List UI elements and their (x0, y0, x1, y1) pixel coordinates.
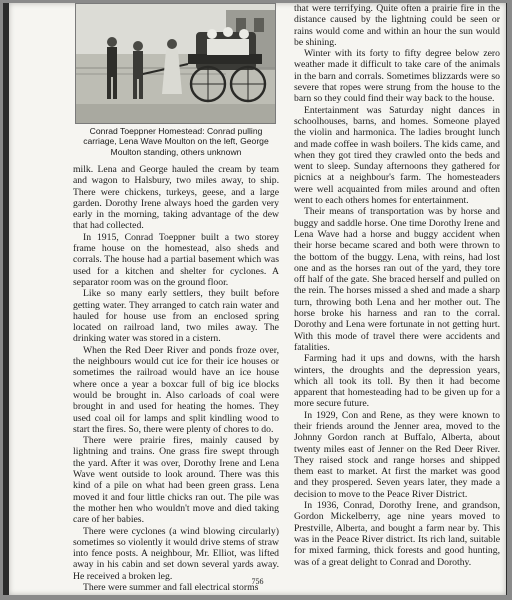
right-paragraph: Entertainment was Saturday night dances in schoolhouses, barns, and homes. Someone played the violin and harmonica. The ladies brought lunch and made coffee in wash boilers. The kids came, and when they got tired they crawled onto the beds and went to sleep. Sunday afternoons they gathered for picnics at a neighbour's farm. The homesteaders were well acquainted from miles around and often went to each others homes for entertainment. (294, 104, 500, 207)
scan-frame (3, 3, 507, 595)
right-paragraph: Farming had it ups and downs, with the harsh winters, the droughts and the depression years, which all took its toll. By then it had become apparent that homesteading had to be given up for a more secure future. (294, 353, 500, 410)
right-paragraph: Their means of transportation was by horse and buggy and saddle horse. One time Dorothy Irene and Lena Wave had a horse and buggy accident when their horse became scared and both were thrown to the bottom of the buggy. Lena, with reins, had lost one and as the horses ran out of the yard, they tore off half of the gate. She braced herself and pulled on the rein. The horses missed a shed and made a sharp turn, throwing both Lena and her mother out. The horse broke his harness and ran to the corral. Dorothy and Lena were fortunate in not getting hurt. With this mode of travel there were accidents and fatalities. (294, 206, 500, 353)
left-paragraph: There were prairie fires, mainly caused by lightning and trains. One grass fire swept through the yard. After it was over, Dorothy Irene and Lena Wave went outside to look around. There was this kind of a pile on what had been green grass. Lena moved it and four little chicks ran out. The pile was the mother hen who wouldn't move and died taking care of her babies. (73, 435, 279, 526)
homestead-photo-illustration (76, 4, 275, 123)
photo-caption: Conrad Toeppner Homestead: Conrad pulling carriage, Lena Wave Moulton on the left, George Moulton standing, others unknown (83, 126, 269, 157)
left-paragraph: Like so many early settlers, they built before getting water. They arranged to catch rain water and hauled for house use from an enclosed spring located on railroad land, two miles away. The drinking water was stored in a cistern. (73, 288, 279, 345)
right-paragraph: Winter with its forty to fifty degree below zero weather made it difficult to take care of the animals in the barn and corrals. Sometimes blizzards were so severe that ropes were strung from the house to the barn so they could find their way back to the house. (294, 48, 500, 105)
left-paragraph: When the Red Deer River and ponds froze over, the neighbours would cut ice for their ice houses or sometimes the railroad would have an ice house where once a year a boxcar full of big ice blocks would be brought in. Also carloads of coal were brought in and used for heating the homes. They used coal oil for lamps and split kindling wood to start the fires. So, there were plenty of chores to do. (73, 344, 279, 435)
left-paragraph: There were cyclones (a wind blowing circularly) sometimes so violently it would drive stems of straw into fence posts. A neighbour, Mr. Elliot, was lifted away in his cabin and set down several yards away. He received a broken leg. (73, 525, 279, 582)
left-paragraph: In 1915, Conrad Toeppner built a two storey frame house on the homestead, also sheds and corrals. The house had a partial basement which was used for a kitchen and shelter for cyclones. A separator room was on the ground floor. (73, 231, 279, 288)
book-page (9, 3, 506, 595)
left-paragraph: There were summer and fall electrical storms (83, 581, 259, 593)
right-paragraph: In 1929, Con and Rene, as they were known to their friends around the Jenner area, moved to the Johnny Gordon ranch at Buffalo, Alberta, about twenty miles east of Jenner on the Red Deer River. They raised stock and range horses and shipped them east to market. At first the market was good and they prospered. Seven years later, they made a decision to move to the Peace River District. (294, 409, 500, 500)
left-text-column (73, 164, 279, 593)
right-paragraph: that were terrifying. Quite often a prairie fire in the distance caused by the lightning could be seen or rains would come and within an hour the sun would be shining. (294, 3, 500, 48)
page-number: 756 (251, 577, 264, 586)
right-text-column (294, 3, 500, 568)
right-paragraph: In 1936, Conrad, Dorothy Irene, and grandson, Gordon Mickelberry, age nine years moved to Prestville, Alberta, and bought a farm near by. This was in the Peace River district. Its rich land, suitable for mixed farming, thick forests and good hunting, was of a great delight to Conrad and Dorothy. (294, 500, 500, 568)
homestead-photo (75, 3, 276, 124)
left-paragraph: milk. Lena and George hauled the cream by team and wagon to Halsbury, two miles away, to ship. There were chickens, turkeys, geese, and a large garden. Dorothy Irene always hoed the garden very early in the morning, taking advantage of the dew that had collected. (73, 164, 279, 232)
